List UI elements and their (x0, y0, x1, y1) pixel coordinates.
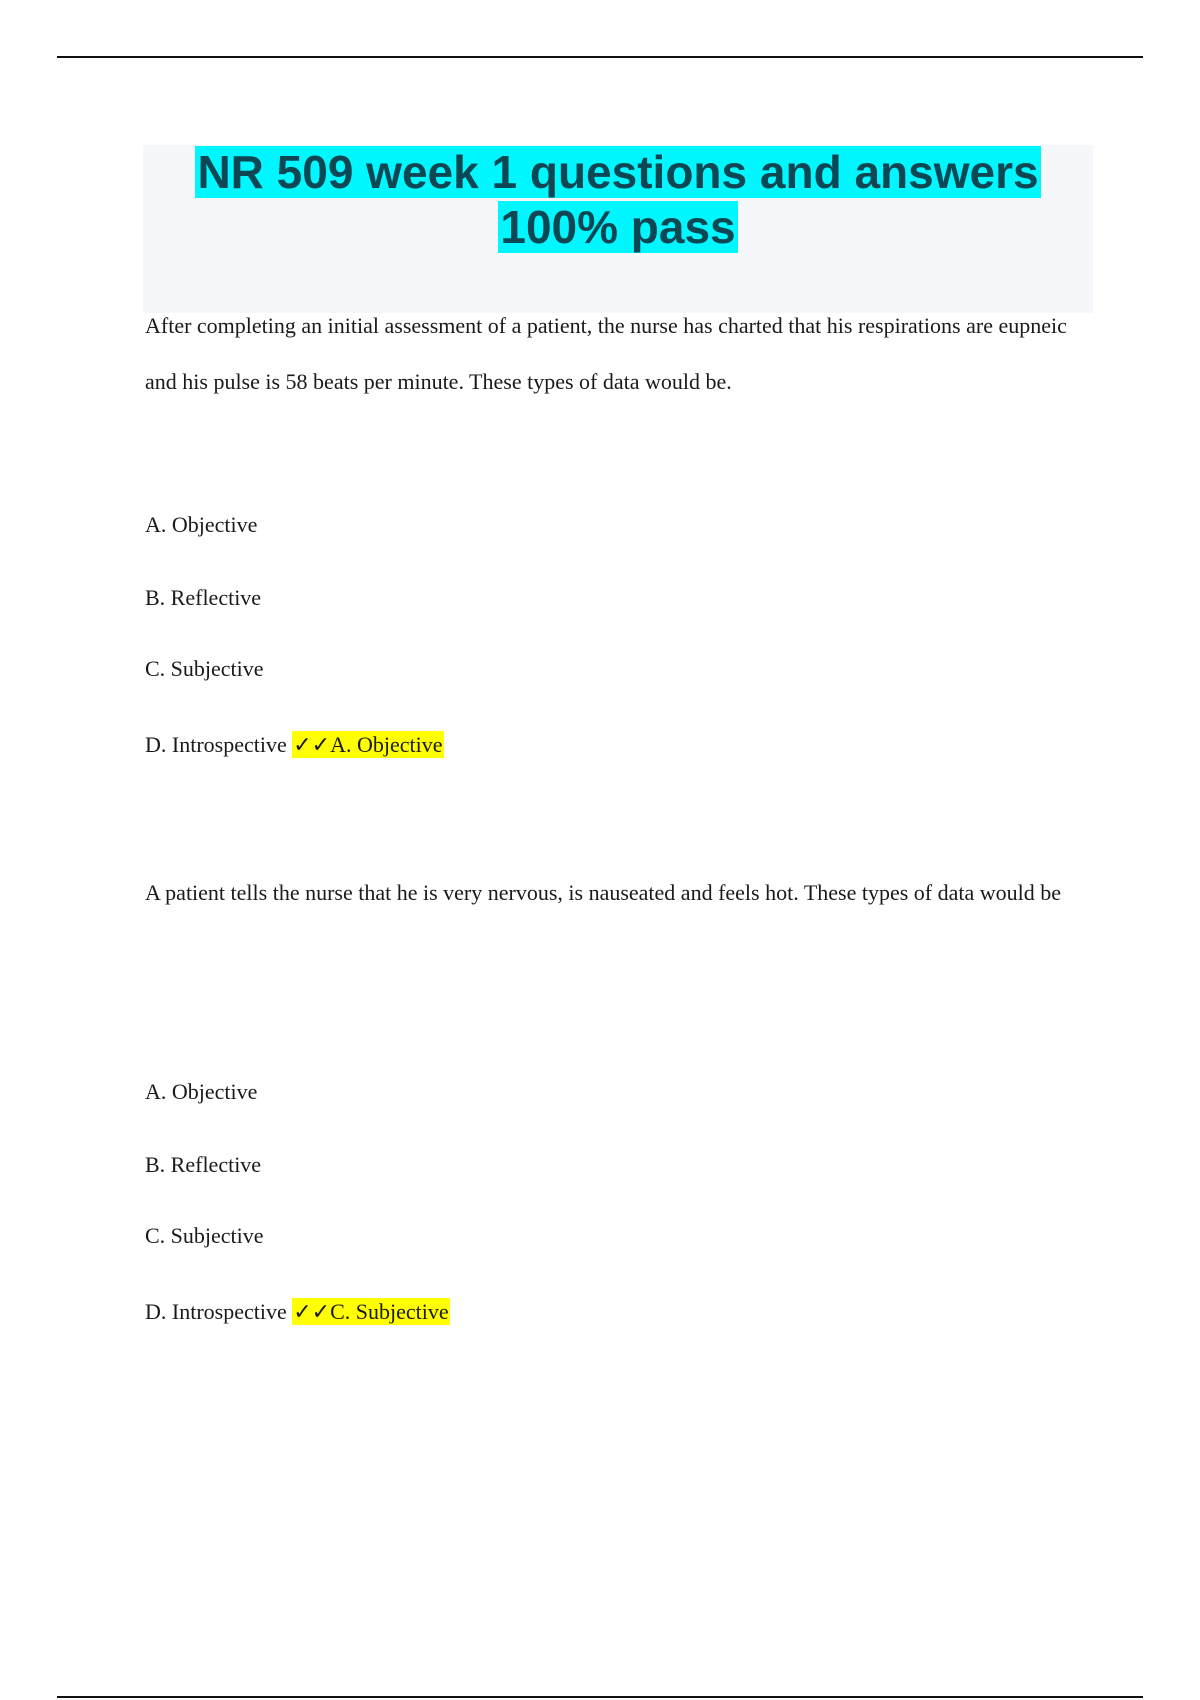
question-1-option-d: D. Introspective (145, 732, 287, 757)
question-2-option-d-line (145, 1297, 450, 1327)
title-line-1 (143, 145, 1093, 200)
question-1-answer: ✓✓A. Objective (293, 732, 443, 757)
question-2-option-d: D. Introspective (145, 1299, 287, 1324)
question-2-text: A patient tells the nurse that he is very nervous, is nauseated and feels hot. These types of data would be (145, 880, 1062, 905)
bottom-rule (57, 1696, 1143, 1698)
question-1-option-c: C. Subjective (145, 656, 264, 681)
question-2-option-c: C. Subjective (145, 1223, 264, 1248)
question-2-option-b: B. Reflective (145, 1152, 262, 1177)
question-2-option-a: A. Objective (145, 1079, 258, 1104)
title-block (143, 145, 1093, 313)
question-1-option-d-line (145, 730, 444, 760)
title-line-2 (143, 200, 1093, 255)
question-1-option-a: A. Objective (145, 512, 258, 537)
question-1-text: After completing an initial assessment of a patient, the nurse has charted that his respirations are eupneic and his pulse is 58 beats per minute. These types of data would be. (145, 313, 1067, 394)
title-text-2: 100% pass (500, 201, 736, 253)
question-1-option-b: B. Reflective (145, 585, 262, 610)
title-text-1: NR 509 week 1 questions and answers (197, 146, 1039, 198)
question-2-answer: ✓✓C. Subjective (293, 1299, 449, 1324)
top-rule (57, 56, 1143, 58)
